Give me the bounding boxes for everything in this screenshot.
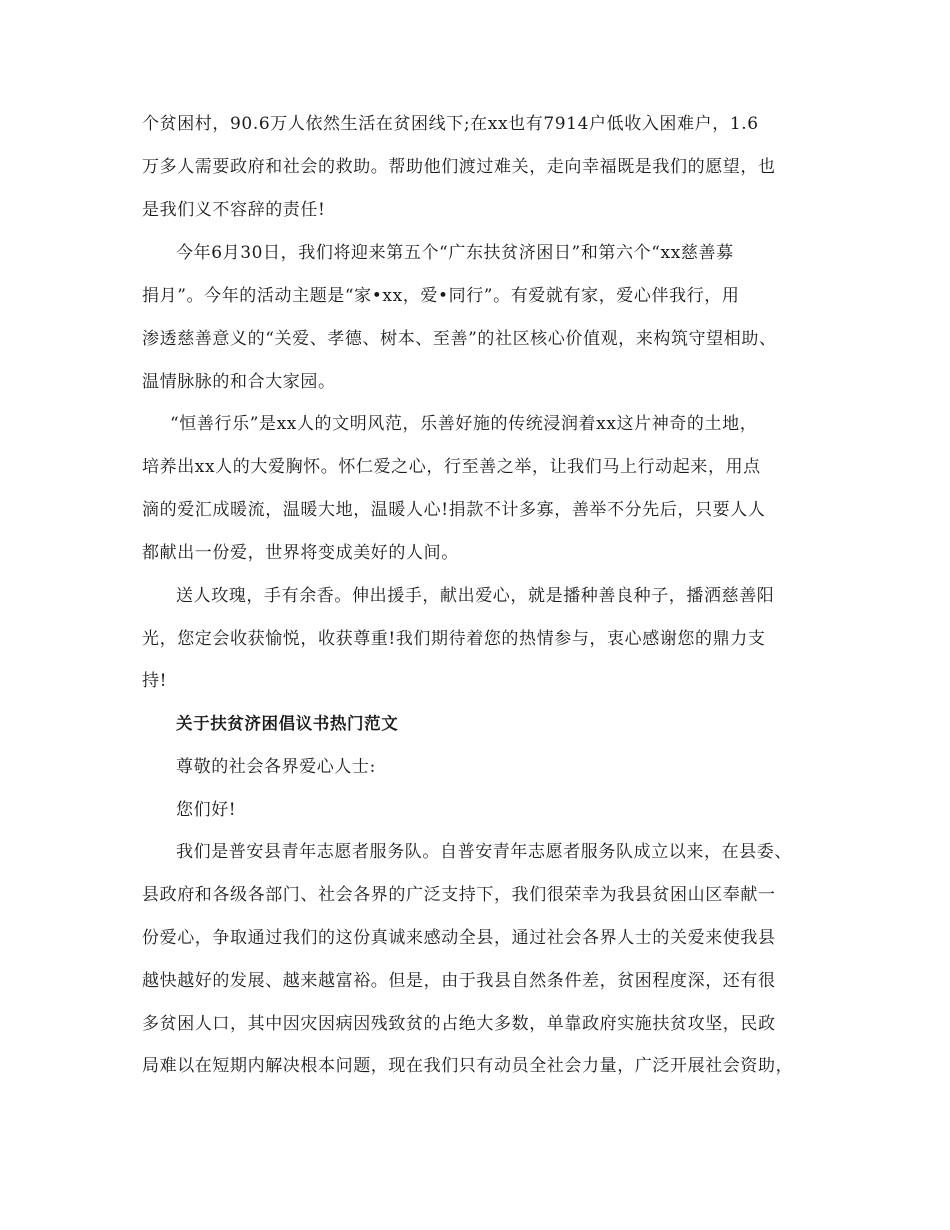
body-line: 培养出xx人的大爱胸怀。怀仁爱之心，行至善之举，让我们马上行动起来，用点 <box>142 457 761 477</box>
body-line: 是我们义不容辞的责任! <box>142 200 326 220</box>
body-line: 局难以在短期内解决根本问题，现在我们只有动员全社会力量，广泛开展社会资助， <box>142 1056 794 1076</box>
body-line: 捐月”。今年的活动主题是“家•xx，爱•同行”。有爱就有家，爱心伴我行，用 <box>142 286 740 306</box>
greeting-line: 您们好! <box>176 800 237 820</box>
body-line: 渗透慈善意义的“关爱、孝德、树本、至善”的社区核心价值观，来构筑守望相助、 <box>142 329 777 349</box>
body-line: 越快越好的发展、越来越富裕。但是，由于我县自然条件差，贫困程度深，还有很 <box>142 971 776 991</box>
body-line: 温情脉脉的和合大家园。 <box>142 372 336 392</box>
body-line: 送人玫瑰，手有余香。伸出援手，献出爱心，就是播种善良种子，播洒慈善阳 <box>176 586 775 606</box>
body-line: 滴的爱汇成暖流，温暖大地，温暖人心!捐款不计多寡，善举不分先后，只要人人 <box>142 500 766 520</box>
body-line: 个贫困村，90.6万人依然生活在贫困线下;在xx也有7914户低收入困难户，1.6 <box>142 114 759 134</box>
body-line: “恒善行乐”是xx人的文明风范，乐善好施的传统浸润着xx这片神奇的土地， <box>170 414 758 434</box>
body-line: 光，您定会收获愉悦，收获尊重!我们期待着您的热情参与，衷心感谢您的鼎力支 <box>142 629 766 649</box>
body-line: 万多人需要政府和社会的救助。帮助他们渡过难关，走向幸福既是我们的愿望，也 <box>142 157 776 177</box>
body-line: 今年6月30日，我们将迎来第五个“广东扶贫济困日”和第六个“xx慈善募 <box>176 243 734 263</box>
section-heading: 关于扶贫济困倡议书热门范文 <box>176 714 399 733</box>
salutation-line: 尊敬的社会各界爱心人士: <box>176 757 376 777</box>
body-line: 都献出一份爱，世界将变成美好的人间。 <box>142 543 459 563</box>
body-line: 县政府和各级各部门、社会各界的广泛支持下，我们很荣幸为我县贫困山区奉献一 <box>142 885 776 905</box>
body-line: 份爱心，争取通过我们的这份真诚来感动全县，通过社会各界人士的关爱来使我县 <box>142 928 776 948</box>
body-line: 我们是普安县青年志愿者服务队。自普安青年志愿者服务队成立以来，在县委、 <box>176 842 792 862</box>
body-line: 持! <box>142 671 168 691</box>
body-line: 多贫困人口，其中因灾因病因残致贫的占绝大多数，单靠政府实施扶贫攻坚，民政 <box>142 1014 776 1034</box>
